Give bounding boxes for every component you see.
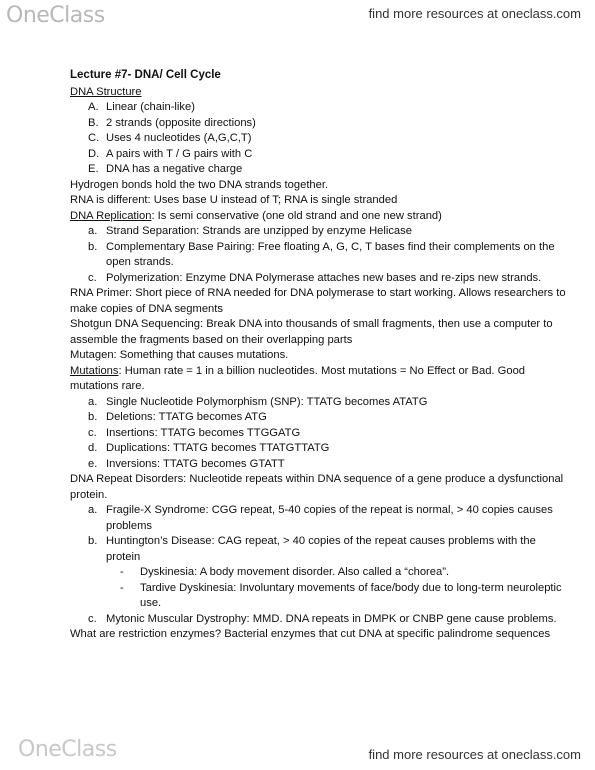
mutations-heading: Mutations <box>70 364 119 377</box>
oneclass-logo[interactable]: OneClass <box>6 3 105 28</box>
list-item: a. Strand Separation: Strands are unzipped by enzyme Helicase <box>88 225 412 237</box>
rna-difference-text: RNA is different: Uses base U instead of T; RNA is single stranded <box>70 194 398 206</box>
list-item: a. Fragile-X Syndrome: CGG repeat, 5-40 copies of the repeat is normal, > 40 copies causes problems <box>88 504 553 532</box>
repeat-disorders-text: DNA Repeat Disorders: Nucleotide repeats within DNA sequence of a gene produce a dysfunctional protein. <box>70 473 564 501</box>
lecture-title: Lecture #7- DNA/ Cell Cycle <box>70 69 221 81</box>
list-item: e. Inversions: TTATG becomes GTATT <box>88 457 285 470</box>
sub-list-item: - Tardive Dyskinesia: Involuntary movements of face/body due to long-term neuroleptic use. <box>120 581 562 609</box>
hydrogen-bonds-text: Hydrogen bonds hold the two DNA strands together. <box>70 178 329 191</box>
mutagen-text: Mutagen: Something that causes mutations. <box>70 349 289 361</box>
list-item: a. Single Nucleotide Polymorphism (SNP): TTATG becomes ATATG <box>88 395 428 408</box>
list-item: C. Uses 4 nucleotides (A,G,C,T) <box>88 132 252 144</box>
dna-replication-line: DNA Replication: Is semi conservative (one old strand and one new strand) <box>70 209 442 222</box>
list-item: b. Deletions: TTATG becomes ATG <box>88 411 267 423</box>
dna-structure-heading: DNA Structure <box>70 85 142 98</box>
list-item: d. Duplications: TTATG becomes TTATGTTATG <box>88 442 330 454</box>
list-item: B. 2 strands (opposite directions) <box>88 116 256 129</box>
dna-replication-heading: DNA Replication <box>70 209 152 222</box>
document-body <box>70 68 570 643</box>
mutations-paragraph: Mutations: Human rate = 1 in a billion nucleotides. Most mutations = No Effect or Bad. Good mutations rare. <box>70 364 526 392</box>
list-item: b. Complementary Base Pairing: Free floating A, G, C, T bases find their complements on the open strands. <box>88 240 555 268</box>
list-item: A. Linear (chain-like) <box>88 101 195 113</box>
list-item: E. DNA has a negative charge <box>88 163 243 175</box>
oneclass-footer-logo[interactable]: OneClass <box>18 737 117 762</box>
list-item: c. Insertions: TTATG becomes TTGGATG <box>88 426 301 439</box>
list-item: c. Polymerization: Enzyme DNA Polymerase attaches new bases and re-zips new strands. <box>88 271 542 284</box>
list-item: b. Huntington’s Disease: CAG repeat, > 40 copies of the repeat causes problems with the protein <box>88 535 536 563</box>
footer-resources-link[interactable]: find more resources at oneclass.com <box>368 747 581 762</box>
shotgun-sequencing-text: Shotgun DNA Sequencing: Break DNA into thousands of small fragments, then use a computer to assemble the fragments based on their overlapping parts <box>70 318 553 346</box>
find-resources-link[interactable]: find more resources at oneclass.com <box>368 6 581 21</box>
sub-list-item: - Dyskinesia: A body movement disorder. Also called a “chorea”. <box>120 566 450 578</box>
restriction-enzymes-text: What are restriction enzymes? Bacterial enzymes that cut DNA at specific palindrome sequences <box>70 628 551 640</box>
list-item: D. A pairs with T / G pairs with C <box>88 147 253 160</box>
rna-primer-text: RNA Primer: Short piece of RNA needed for DNA polymerase to start working. Allows researchers to make copies of DNA segments <box>70 287 566 315</box>
list-item: c. Mytonic Muscular Dystrophy: MMD. DNA repeats in DMPK or CNBP gene cause problems. <box>88 612 557 625</box>
